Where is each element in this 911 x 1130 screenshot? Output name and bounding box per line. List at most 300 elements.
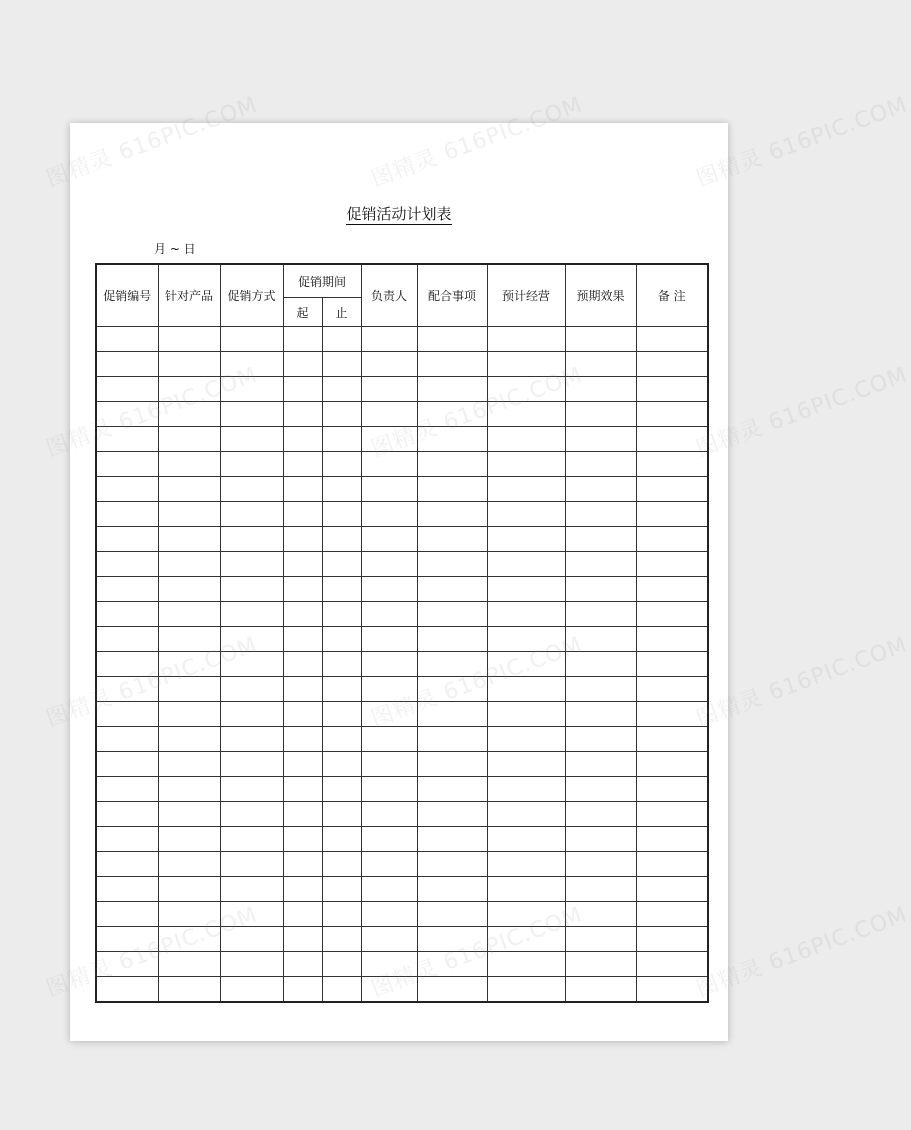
table-cell[interactable] (565, 577, 636, 602)
table-cell[interactable] (361, 777, 417, 802)
table-cell[interactable] (158, 402, 220, 427)
table-cell[interactable] (96, 402, 158, 427)
table-cell[interactable] (322, 852, 361, 877)
table-cell[interactable] (361, 502, 417, 527)
table-cell[interactable] (636, 627, 708, 652)
table-cell[interactable] (417, 627, 487, 652)
table-cell[interactable] (158, 902, 220, 927)
table-cell[interactable] (322, 752, 361, 777)
table-cell[interactable] (636, 827, 708, 852)
table-cell[interactable] (565, 727, 636, 752)
table-cell[interactable] (565, 627, 636, 652)
table-cell[interactable] (96, 752, 158, 777)
table-cell[interactable] (283, 977, 322, 1003)
table-cell[interactable] (220, 927, 283, 952)
table-cell[interactable] (636, 477, 708, 502)
table-cell[interactable] (322, 452, 361, 477)
table-cell[interactable] (283, 752, 322, 777)
table-row (96, 552, 708, 577)
table-cell[interactable] (322, 477, 361, 502)
table-cell[interactable] (565, 927, 636, 952)
table-cell[interactable] (283, 352, 322, 377)
table-cell[interactable] (158, 577, 220, 602)
table-cell[interactable] (487, 527, 565, 552)
table-cell[interactable] (636, 377, 708, 402)
table-cell[interactable] (158, 352, 220, 377)
table-cell[interactable] (96, 577, 158, 602)
table-cell[interactable] (565, 527, 636, 552)
table-cell[interactable] (283, 827, 322, 852)
table-cell[interactable] (487, 352, 565, 377)
table-cell[interactable] (283, 777, 322, 802)
table-cell[interactable] (361, 327, 417, 352)
table-row (96, 602, 708, 627)
table-cell[interactable] (220, 377, 283, 402)
table-cell[interactable] (487, 452, 565, 477)
table-cell[interactable] (220, 727, 283, 752)
table-cell[interactable] (220, 902, 283, 927)
table-row (96, 352, 708, 377)
table-cell[interactable] (487, 777, 565, 802)
table-row (96, 777, 708, 802)
table-cell[interactable] (96, 552, 158, 577)
table-cell[interactable] (220, 502, 283, 527)
table-cell[interactable] (158, 602, 220, 627)
table-cell[interactable] (636, 577, 708, 602)
table-row (96, 752, 708, 777)
table-cell[interactable] (158, 552, 220, 577)
table-cell[interactable] (565, 552, 636, 577)
table-cell[interactable] (322, 802, 361, 827)
table-cell[interactable] (565, 327, 636, 352)
table-cell[interactable] (417, 752, 487, 777)
table-cell[interactable] (417, 677, 487, 702)
table-cell[interactable] (220, 702, 283, 727)
table-cell[interactable] (220, 952, 283, 977)
table-row (96, 952, 708, 977)
table-cell[interactable] (361, 477, 417, 502)
table-cell[interactable] (417, 852, 487, 877)
table-cell[interactable] (417, 952, 487, 977)
table-cell[interactable] (96, 502, 158, 527)
table-cell[interactable] (565, 352, 636, 377)
table-cell[interactable] (158, 952, 220, 977)
table-cell[interactable] (283, 852, 322, 877)
table-cell[interactable] (417, 402, 487, 427)
table-cell[interactable] (636, 852, 708, 877)
table-cell[interactable] (417, 902, 487, 927)
table-cell[interactable] (487, 502, 565, 527)
table-cell[interactable] (417, 727, 487, 752)
table-cell[interactable] (96, 427, 158, 452)
table-cell[interactable] (565, 877, 636, 902)
header-period-end: 止 (322, 298, 361, 327)
table-cell[interactable] (487, 752, 565, 777)
table-cell[interactable] (636, 602, 708, 627)
table-cell[interactable] (636, 502, 708, 527)
table-cell[interactable] (322, 377, 361, 402)
table-cell[interactable] (565, 427, 636, 452)
watermark-text: 图精灵 616PIC.COM (693, 92, 911, 193)
table-cell[interactable] (565, 952, 636, 977)
table-cell[interactable] (220, 327, 283, 352)
table-cell[interactable] (487, 952, 565, 977)
table-cell[interactable] (361, 352, 417, 377)
table-cell[interactable] (96, 327, 158, 352)
table-cell[interactable] (417, 827, 487, 852)
table-cell[interactable] (96, 827, 158, 852)
table-cell[interactable] (220, 777, 283, 802)
table-cell[interactable] (565, 827, 636, 852)
table-cell[interactable] (158, 827, 220, 852)
header-code: 促销编号 (96, 264, 158, 327)
table-cell[interactable] (322, 352, 361, 377)
table-cell[interactable] (565, 402, 636, 427)
table-cell[interactable] (417, 702, 487, 727)
table-cell[interactable] (636, 752, 708, 777)
table-cell[interactable] (636, 802, 708, 827)
table-cell[interactable] (361, 902, 417, 927)
table-cell[interactable] (565, 602, 636, 627)
table-cell[interactable] (361, 377, 417, 402)
header-product: 针对产品 (158, 264, 220, 327)
table-cell[interactable] (565, 477, 636, 502)
table-cell[interactable] (283, 952, 322, 977)
table-cell[interactable] (565, 502, 636, 527)
table-cell[interactable] (158, 452, 220, 477)
table-cell[interactable] (636, 402, 708, 427)
table-cell[interactable] (361, 727, 417, 752)
table-cell[interactable] (487, 852, 565, 877)
table-cell[interactable] (487, 577, 565, 602)
table-cell[interactable] (487, 327, 565, 352)
table-cell[interactable] (565, 652, 636, 677)
table-cell[interactable] (96, 602, 158, 627)
table-cell[interactable] (158, 427, 220, 452)
table-cell[interactable] (220, 552, 283, 577)
table-cell[interactable] (322, 652, 361, 677)
table-cell[interactable] (417, 377, 487, 402)
table-cell[interactable] (283, 477, 322, 502)
table-cell[interactable] (283, 452, 322, 477)
table-cell[interactable] (322, 402, 361, 427)
table-cell[interactable] (565, 702, 636, 727)
table-cell[interactable] (565, 977, 636, 1003)
table-cell[interactable] (283, 727, 322, 752)
table-cell[interactable] (158, 652, 220, 677)
table-cell[interactable] (283, 627, 322, 652)
table-cell[interactable] (361, 877, 417, 902)
table-cell[interactable] (487, 377, 565, 402)
table-cell[interactable] (565, 802, 636, 827)
table-cell[interactable] (158, 377, 220, 402)
table-row (96, 802, 708, 827)
table-cell[interactable] (322, 502, 361, 527)
table-cell[interactable] (636, 702, 708, 727)
table-row (96, 902, 708, 927)
table-cell[interactable] (322, 427, 361, 452)
table-cell[interactable] (565, 777, 636, 802)
table-cell[interactable] (322, 602, 361, 627)
table-cell[interactable] (322, 927, 361, 952)
table-cell[interactable] (417, 527, 487, 552)
table-cell[interactable] (636, 327, 708, 352)
table-cell[interactable] (636, 952, 708, 977)
table-cell[interactable] (220, 527, 283, 552)
table-cell[interactable] (417, 502, 487, 527)
table-cell[interactable] (220, 477, 283, 502)
table-cell[interactable] (361, 752, 417, 777)
table-cell[interactable] (417, 802, 487, 827)
table-cell[interactable] (220, 427, 283, 452)
table-cell[interactable] (322, 902, 361, 927)
table-cell[interactable] (636, 427, 708, 452)
table-cell[interactable] (220, 627, 283, 652)
table-cell[interactable] (565, 452, 636, 477)
table-cell[interactable] (487, 427, 565, 452)
table-cell[interactable] (417, 977, 487, 1003)
table-cell[interactable] (487, 477, 565, 502)
header-expected-cost: 预计经营 (487, 264, 565, 327)
table-cell[interactable] (220, 652, 283, 677)
table-cell[interactable] (283, 552, 322, 577)
table-cell[interactable] (636, 727, 708, 752)
table-cell[interactable] (283, 702, 322, 727)
table-cell[interactable] (158, 927, 220, 952)
table-cell[interactable] (220, 752, 283, 777)
table-cell[interactable] (417, 452, 487, 477)
watermark-text: 图精灵 616PIC.COM (693, 632, 911, 733)
table-cell[interactable] (417, 602, 487, 627)
table-row (96, 402, 708, 427)
table-cell[interactable] (96, 977, 158, 1003)
table-cell[interactable] (636, 677, 708, 702)
table-cell[interactable] (220, 602, 283, 627)
table-cell[interactable] (565, 902, 636, 927)
watermark-text: 图精灵 616PIC.COM (693, 362, 911, 463)
table-cell[interactable] (636, 777, 708, 802)
table-cell[interactable] (220, 852, 283, 877)
table-cell[interactable] (283, 577, 322, 602)
table-cell[interactable] (487, 702, 565, 727)
table-cell[interactable] (565, 377, 636, 402)
table-cell[interactable] (565, 677, 636, 702)
table-cell[interactable] (361, 402, 417, 427)
table-cell[interactable] (487, 602, 565, 627)
table-cell[interactable] (636, 652, 708, 677)
table-cell[interactable] (417, 927, 487, 952)
table-cell[interactable] (322, 627, 361, 652)
table-cell[interactable] (220, 352, 283, 377)
table-cell[interactable] (487, 827, 565, 852)
table-cell[interactable] (636, 352, 708, 377)
table-cell[interactable] (322, 577, 361, 602)
table-cell[interactable] (417, 577, 487, 602)
table-cell[interactable] (322, 552, 361, 577)
table-cell[interactable] (283, 677, 322, 702)
table-cell[interactable] (158, 727, 220, 752)
table-cell[interactable] (565, 752, 636, 777)
header-row (96, 264, 708, 298)
table-cell[interactable] (417, 552, 487, 577)
table-cell[interactable] (96, 802, 158, 827)
table-cell[interactable] (220, 577, 283, 602)
header-matters: 配合事项 (417, 264, 487, 327)
table-cell[interactable] (487, 902, 565, 927)
table-cell[interactable] (283, 927, 322, 952)
table-cell[interactable] (361, 952, 417, 977)
table-cell[interactable] (417, 777, 487, 802)
table-cell[interactable] (283, 427, 322, 452)
table-cell[interactable] (361, 527, 417, 552)
table-cell[interactable] (158, 502, 220, 527)
table-cell[interactable] (417, 477, 487, 502)
table-cell[interactable] (158, 327, 220, 352)
table-cell[interactable] (487, 552, 565, 577)
table-cell[interactable] (220, 802, 283, 827)
watermark-text: 图精灵 616PIC.COM (693, 902, 911, 1003)
table-cell[interactable] (158, 852, 220, 877)
table-cell[interactable] (361, 827, 417, 852)
table-cell[interactable] (158, 477, 220, 502)
table-cell[interactable] (220, 452, 283, 477)
table-cell[interactable] (636, 927, 708, 952)
table-cell[interactable] (417, 427, 487, 452)
table-cell[interactable] (417, 652, 487, 677)
table-row (96, 377, 708, 402)
table-cell[interactable] (283, 527, 322, 552)
table-cell[interactable] (322, 327, 361, 352)
table-cell[interactable] (487, 802, 565, 827)
table-cell[interactable] (417, 352, 487, 377)
table-cell[interactable] (361, 652, 417, 677)
table-cell[interactable] (283, 877, 322, 902)
table-cell[interactable] (636, 452, 708, 477)
table-row (96, 577, 708, 602)
table-cell[interactable] (96, 477, 158, 502)
table-cell[interactable] (158, 777, 220, 802)
table-cell[interactable] (158, 877, 220, 902)
table-cell[interactable] (322, 527, 361, 552)
table-cell[interactable] (96, 902, 158, 927)
table-cell[interactable] (322, 977, 361, 1003)
table-cell[interactable] (220, 677, 283, 702)
header-expected-effect: 预期效果 (565, 264, 636, 327)
table-cell[interactable] (220, 827, 283, 852)
table-cell[interactable] (96, 927, 158, 952)
table-cell[interactable] (96, 652, 158, 677)
table-cell[interactable] (361, 802, 417, 827)
header-method: 促销方式 (220, 264, 283, 327)
table-cell[interactable] (487, 877, 565, 902)
table-cell[interactable] (322, 877, 361, 902)
table-cell[interactable] (417, 327, 487, 352)
table-cell[interactable] (96, 627, 158, 652)
table-row (96, 702, 708, 727)
table-cell[interactable] (361, 577, 417, 602)
table-cell[interactable] (361, 552, 417, 577)
table-cell[interactable] (283, 502, 322, 527)
table-cell[interactable] (158, 752, 220, 777)
table-cell[interactable] (636, 902, 708, 927)
table-cell[interactable] (220, 402, 283, 427)
table-cell[interactable] (158, 977, 220, 1003)
table-cell[interactable] (322, 827, 361, 852)
table-cell[interactable] (636, 877, 708, 902)
table-cell[interactable] (322, 952, 361, 977)
table-cell[interactable] (361, 702, 417, 727)
table-cell[interactable] (636, 527, 708, 552)
table-cell[interactable] (96, 727, 158, 752)
table-cell[interactable] (96, 777, 158, 802)
table-cell[interactable] (96, 352, 158, 377)
table-cell[interactable] (417, 877, 487, 902)
table-cell[interactable] (96, 677, 158, 702)
table-cell[interactable] (96, 527, 158, 552)
table-cell[interactable] (96, 702, 158, 727)
table-row (96, 627, 708, 652)
table-body (96, 327, 708, 1003)
table-cell[interactable] (636, 977, 708, 1003)
table-cell[interactable] (361, 452, 417, 477)
table-cell[interactable] (636, 552, 708, 577)
table-cell[interactable] (283, 327, 322, 352)
table-cell[interactable] (283, 902, 322, 927)
table-cell[interactable] (487, 977, 565, 1003)
table-cell[interactable] (283, 402, 322, 427)
table-cell[interactable] (322, 777, 361, 802)
table-cell[interactable] (361, 852, 417, 877)
table-cell[interactable] (96, 377, 158, 402)
table-cell[interactable] (283, 377, 322, 402)
table-cell[interactable] (565, 852, 636, 877)
table-cell[interactable] (487, 927, 565, 952)
table-cell[interactable] (96, 452, 158, 477)
table-cell[interactable] (158, 677, 220, 702)
table-cell[interactable] (283, 802, 322, 827)
table-cell[interactable] (158, 527, 220, 552)
table-row (96, 852, 708, 877)
table-cell[interactable] (158, 702, 220, 727)
table-cell[interactable] (361, 602, 417, 627)
table-cell[interactable] (96, 852, 158, 877)
table-cell[interactable] (220, 977, 283, 1003)
table-cell[interactable] (487, 677, 565, 702)
table-cell[interactable] (283, 602, 322, 627)
table-cell[interactable] (487, 402, 565, 427)
table-cell[interactable] (322, 702, 361, 727)
table-cell[interactable] (361, 927, 417, 952)
table-cell[interactable] (322, 677, 361, 702)
table-cell[interactable] (158, 627, 220, 652)
table-cell[interactable] (361, 677, 417, 702)
table-cell[interactable] (361, 627, 417, 652)
table-cell[interactable] (220, 877, 283, 902)
table-cell[interactable] (96, 877, 158, 902)
table-cell[interactable] (322, 727, 361, 752)
table-row (96, 977, 708, 1003)
table-cell[interactable] (487, 627, 565, 652)
table-row (96, 527, 708, 552)
table-cell[interactable] (487, 652, 565, 677)
table-cell[interactable] (158, 802, 220, 827)
table-cell[interactable] (487, 727, 565, 752)
table-cell[interactable] (96, 952, 158, 977)
table-cell[interactable] (361, 427, 417, 452)
table-row (96, 927, 708, 952)
table-cell[interactable] (283, 652, 322, 677)
table-cell[interactable] (361, 977, 417, 1003)
